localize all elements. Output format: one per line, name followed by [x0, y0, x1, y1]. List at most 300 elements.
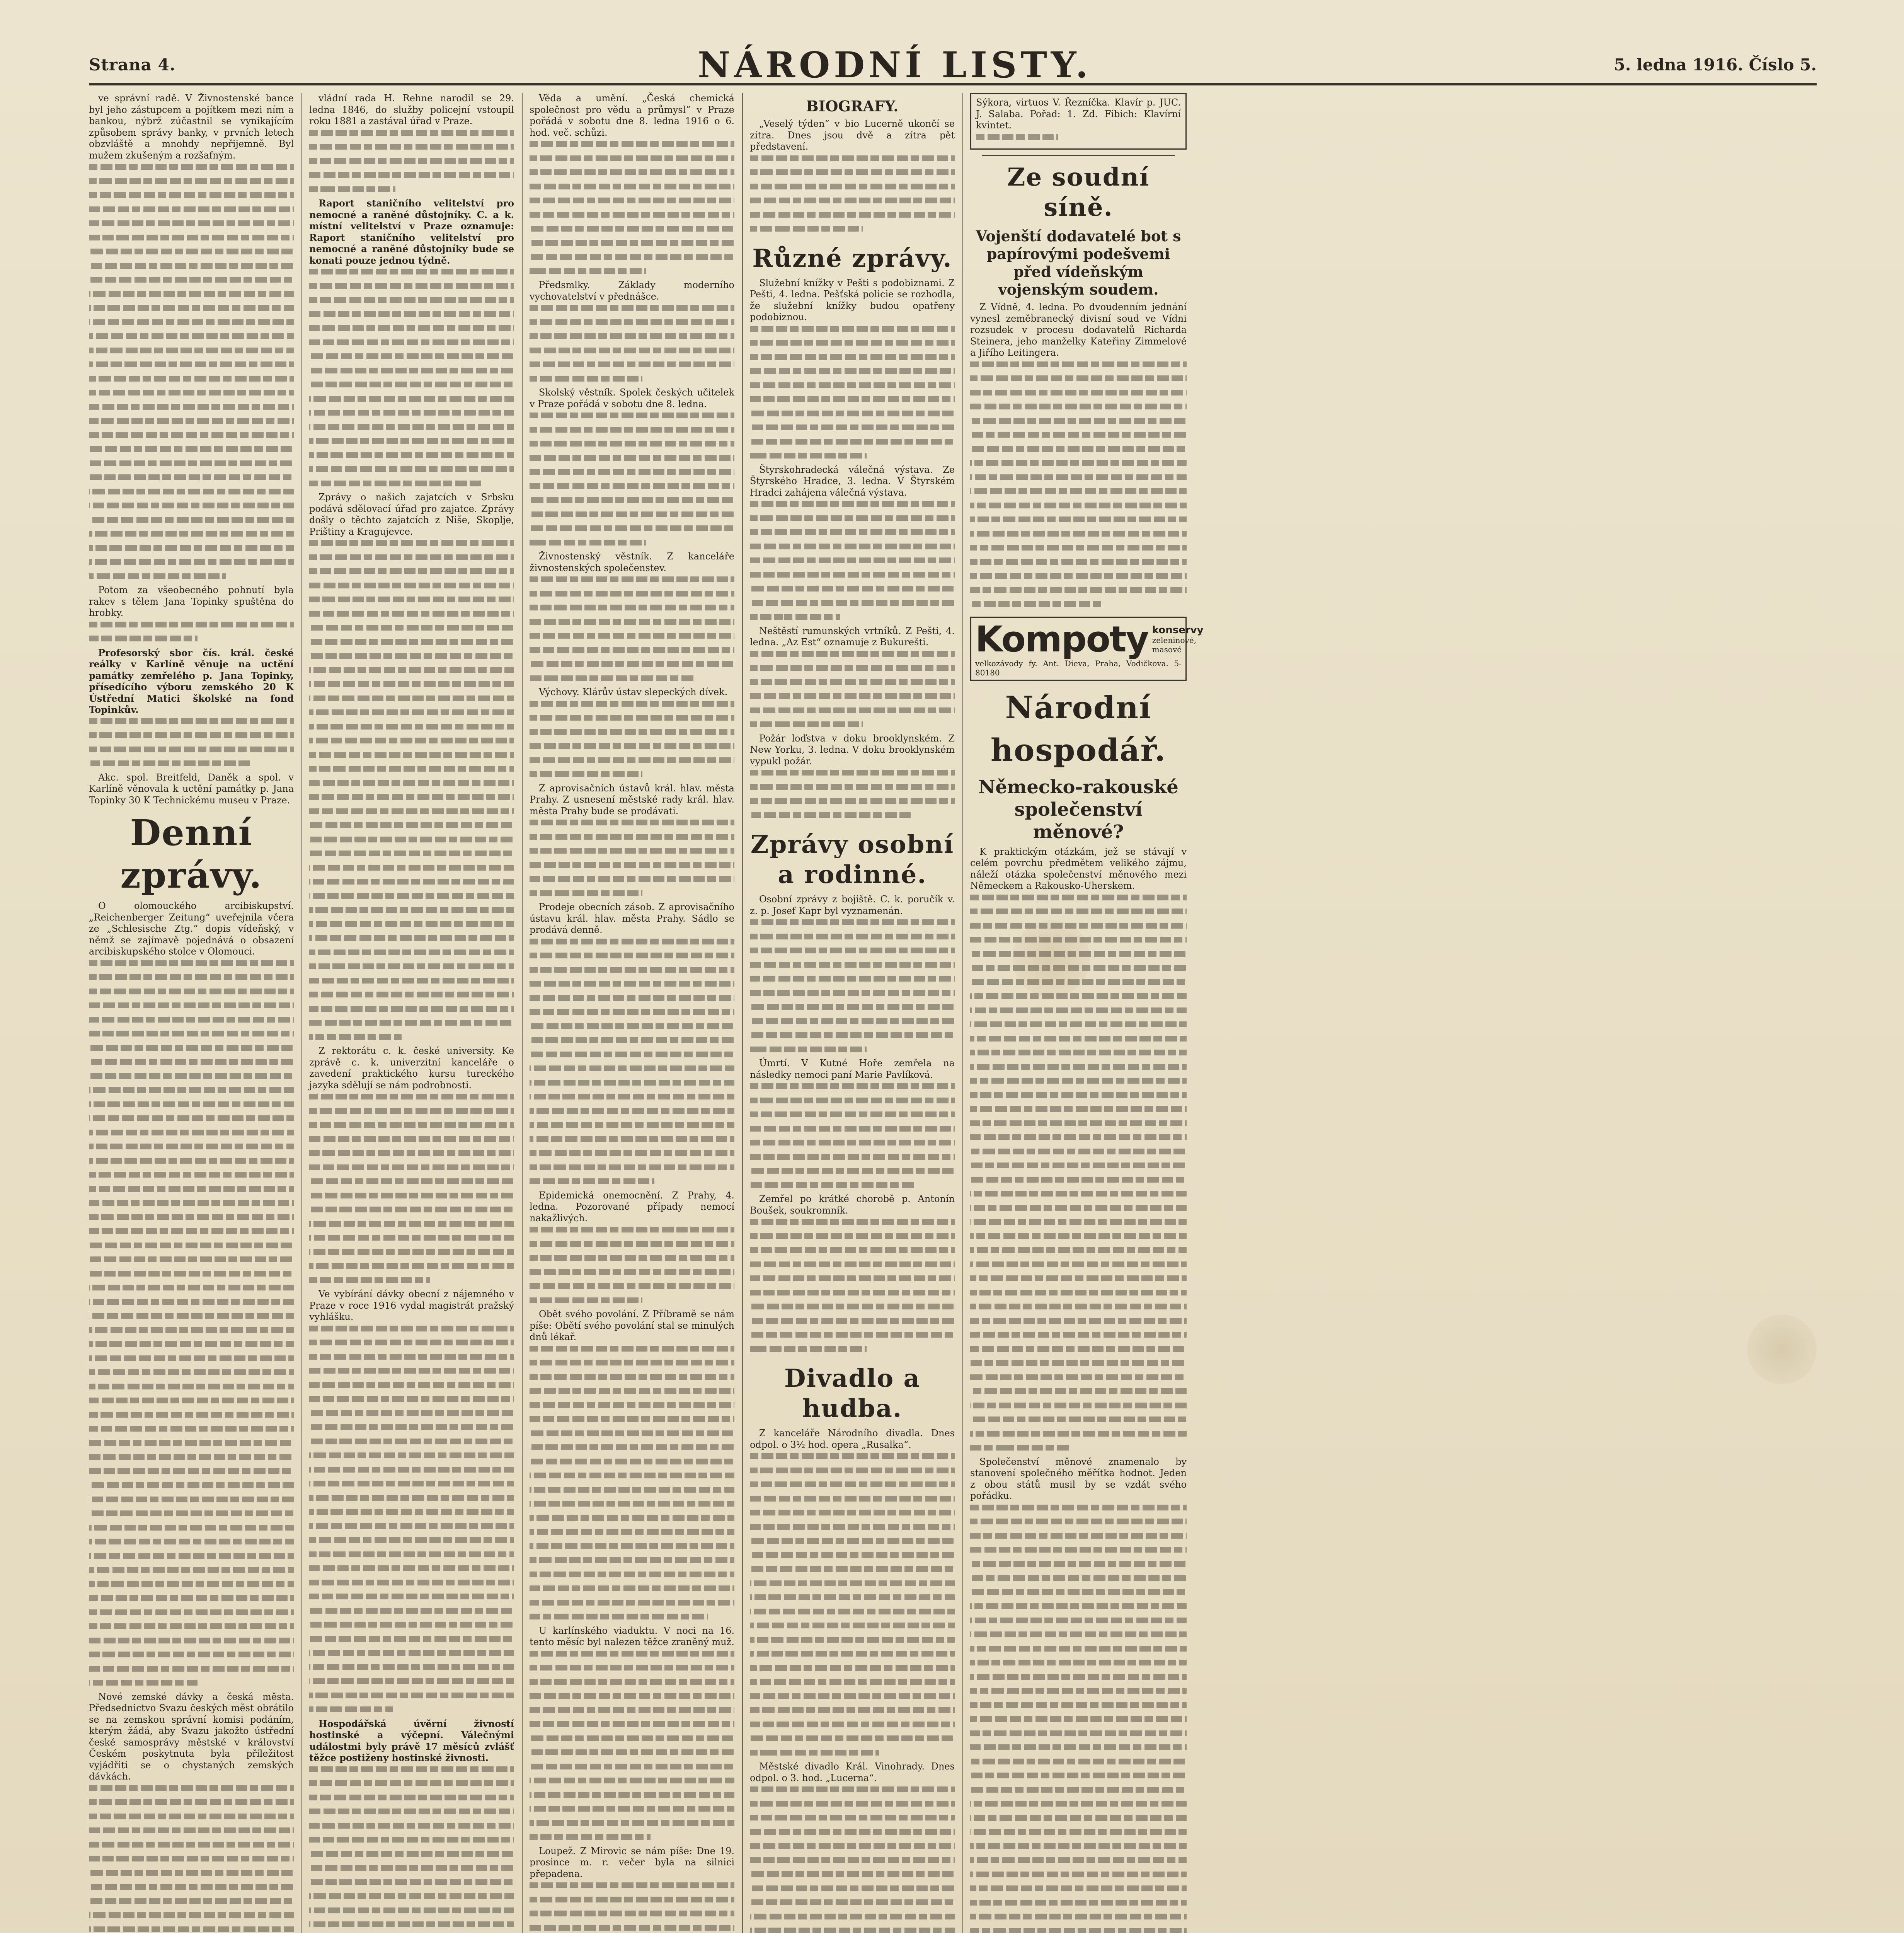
body-text-lines	[309, 269, 514, 492]
text-line	[970, 1247, 1187, 1253]
column-rule	[742, 93, 743, 1933]
text-line	[750, 501, 955, 507]
text-line	[750, 1468, 955, 1473]
text-line	[750, 226, 863, 232]
text-line	[530, 1402, 734, 1408]
text-line	[309, 667, 514, 673]
text-line	[309, 1108, 514, 1114]
text-line	[530, 661, 734, 667]
text-line	[750, 586, 955, 591]
body-text-lines	[970, 895, 1187, 1456]
text-line	[970, 1857, 1187, 1863]
text-line	[309, 424, 514, 430]
text-line	[89, 1539, 294, 1544]
text-line	[750, 1609, 955, 1614]
text-line	[89, 747, 294, 752]
text-line	[89, 1299, 294, 1305]
text-line	[750, 340, 955, 346]
text-line	[89, 1285, 294, 1290]
text-line	[530, 483, 734, 489]
column-4	[750, 93, 955, 1933]
text-line	[530, 1227, 734, 1232]
text-line	[970, 531, 1187, 537]
text-line	[530, 441, 734, 447]
paragraph: Skolský věstník. Spolek českých učitelek v Praze pořádá v sobotu dne 8. ledna.	[530, 387, 734, 409]
text-line	[750, 1928, 955, 1933]
text-line	[309, 1693, 514, 1698]
paragraph: Úmrtí. V Kutné Hoře zemřela na následky nemoci paní Marie Pavlíková.	[750, 1058, 955, 1080]
text-line	[309, 949, 514, 955]
text-line	[970, 516, 1187, 522]
text-line	[750, 424, 955, 430]
text-line	[309, 1452, 514, 1458]
text-line	[530, 1897, 734, 1902]
text-line	[530, 1820, 734, 1826]
text-line	[89, 1031, 294, 1036]
body-text-lines	[750, 770, 955, 823]
text-line	[309, 1795, 514, 1800]
text-line	[530, 184, 734, 189]
text-line	[89, 503, 294, 508]
section-heading: Zprávy osobní a rodinné.	[750, 830, 954, 889]
text-line	[89, 305, 294, 311]
text-line	[530, 1572, 734, 1577]
text-line	[309, 963, 514, 969]
text-line	[89, 192, 294, 198]
text-line	[89, 1525, 294, 1531]
text-line	[309, 1608, 514, 1614]
text-line	[970, 1064, 1187, 1070]
text-line	[750, 1182, 916, 1188]
text-line	[530, 1136, 734, 1142]
text-line	[89, 1087, 294, 1093]
paragraph: „Veselý týden“ v bio Lucerně ukončí se zítra. Dnes jsou dvě a zítra pět představení.	[750, 118, 955, 152]
text-line	[89, 1172, 294, 1178]
body-text-lines	[750, 155, 955, 237]
section-heading: Ze soudní síně.	[1007, 163, 1150, 222]
text-line	[970, 1928, 1187, 1933]
column-rule	[522, 93, 523, 1933]
text-line	[309, 311, 514, 317]
body-text-lines	[750, 651, 955, 733]
ad-address: velkozávody fy. Ant. Dieva, Praha, Vodičkova. 5-80180	[975, 658, 1182, 677]
body-text-lines	[530, 1346, 734, 1625]
text-line	[309, 808, 514, 814]
text-line	[89, 1101, 294, 1107]
text-line	[970, 1872, 1187, 1877]
text-line	[89, 319, 294, 325]
text-line	[89, 1510, 294, 1516]
text-line	[530, 413, 734, 418]
body-text-lines	[530, 1227, 734, 1309]
text-line	[309, 353, 514, 359]
text-line	[530, 1735, 734, 1741]
text-line	[530, 212, 734, 218]
text-line	[530, 1473, 734, 1478]
paragraph: Výchovy. Klárův ústav slepeckých dívek.	[539, 687, 728, 697]
text-line	[530, 1255, 734, 1261]
text-line	[89, 1581, 294, 1587]
text-line	[750, 1524, 955, 1530]
text-line	[89, 1440, 294, 1446]
text-line	[530, 305, 734, 311]
text-line	[970, 488, 1187, 494]
text-line	[309, 1837, 514, 1843]
text-line	[89, 178, 294, 184]
text-line	[89, 1785, 294, 1791]
text-line	[89, 1827, 294, 1833]
text-line	[309, 452, 514, 458]
text-line	[970, 1787, 1187, 1793]
text-line	[750, 368, 955, 374]
paragraph: Zprávy o našich zajatcích v Srbsku podává sdělovací úřad pro zajatce. Zprávy došly o těchto zajatcích z Niše, Skoplje, Prištiny a Kragujevce.	[309, 492, 514, 537]
text-line	[309, 410, 514, 416]
paragraph: Z Vídně, 4. ledna. Po dvoudenním jednání vynesl zeměbranecký divisní soud ve Vídni rozsudek v procesu dodavatelů Richarda Steinera, jeho manželky Kateřiny Zimmelové a Jiřího Leitingera.	[970, 302, 1187, 358]
text-line	[89, 164, 294, 170]
text-line	[309, 865, 514, 871]
text-line	[530, 1882, 734, 1888]
paragraph: Ve vybírání dávky obecní z nájemného v Praze v roce 1916 vydal magistrát pražský vyhlášku.	[309, 1289, 514, 1322]
text-line	[89, 432, 294, 438]
paragraph: Osobní zprávy z bojiště. C. k. poručík v. z. p. Josef Kapr byl vyznamenán.	[750, 894, 955, 916]
text-line	[750, 1496, 955, 1502]
text-line	[970, 1036, 1187, 1042]
text-line	[750, 1580, 955, 1586]
text-line	[309, 1495, 514, 1501]
text-line	[750, 1665, 955, 1671]
paragraph: Požár loďstva v doku brooklynském. Z New Yorku, 3. ledna. V doku brooklynském vypukl požár.	[750, 733, 955, 767]
text-line	[89, 1327, 294, 1333]
section-heading: BIOGRAFY.	[806, 97, 899, 115]
text-line	[309, 794, 514, 800]
text-line	[750, 354, 955, 360]
text-line	[89, 559, 294, 565]
text-line	[970, 1078, 1187, 1084]
text-line	[970, 361, 1187, 367]
text-line	[309, 1650, 514, 1656]
text-line	[530, 619, 734, 625]
text-line	[530, 1806, 734, 1812]
text-line	[970, 1388, 1187, 1394]
text-line	[309, 611, 514, 617]
text-line	[89, 718, 294, 724]
text-line	[750, 1693, 955, 1699]
text-line	[750, 1651, 955, 1657]
text-line	[750, 453, 867, 459]
body-text-lines	[750, 501, 955, 626]
section-heading: Různé zprávy.	[752, 244, 952, 273]
text-line	[750, 614, 840, 620]
text-line	[89, 1680, 198, 1686]
text-line	[530, 771, 642, 777]
text-line	[970, 1233, 1187, 1239]
text-line	[530, 540, 646, 545]
text-line	[309, 1780, 514, 1786]
text-line	[89, 474, 294, 480]
text-line	[309, 1467, 514, 1473]
text-line	[309, 851, 514, 856]
paragraph: Živnostenský věstník. Z kanceláře živnostenských společenstev.	[530, 551, 734, 573]
masthead-title: NÁRODNÍ LISTY.	[698, 44, 1092, 86]
text-line	[309, 1020, 514, 1026]
text-line	[530, 469, 734, 475]
text-line	[530, 820, 734, 825]
text-line	[970, 1219, 1187, 1225]
text-line	[750, 1750, 879, 1756]
text-line	[970, 937, 1187, 943]
text-line	[309, 554, 514, 560]
text-line	[530, 1585, 734, 1591]
text-line	[530, 1283, 734, 1289]
text-line	[89, 989, 294, 994]
text-line	[750, 1538, 955, 1544]
text-line	[970, 1050, 1187, 1055]
text-line	[89, 573, 226, 579]
text-line	[750, 439, 955, 445]
text-line	[970, 1191, 1187, 1197]
text-line	[89, 1468, 294, 1474]
text-line	[970, 1603, 1187, 1609]
text-line	[309, 1664, 514, 1670]
text-line	[750, 1510, 955, 1515]
text-line	[89, 376, 294, 382]
text-line	[750, 1707, 955, 1713]
text-line	[89, 1200, 294, 1206]
text-line	[89, 1482, 294, 1488]
text-line	[970, 1773, 1187, 1778]
text-line	[750, 1346, 867, 1352]
text-line	[89, 1214, 294, 1220]
text-line	[309, 568, 514, 574]
text-line	[750, 411, 955, 416]
text-line	[750, 1261, 955, 1267]
text-line	[530, 141, 734, 147]
text-line	[750, 665, 955, 671]
text-line	[530, 198, 734, 203]
text-line	[750, 721, 863, 727]
text-line	[750, 1679, 955, 1685]
text-line	[530, 511, 734, 517]
text-line	[530, 1023, 734, 1029]
column-5	[970, 93, 1204, 1933]
text-line	[750, 798, 955, 804]
page-number: Strana 4.	[89, 55, 176, 74]
text-line	[970, 1660, 1187, 1665]
text-line	[309, 1006, 514, 1012]
text-line	[530, 155, 734, 161]
text-line	[309, 1439, 514, 1444]
text-line	[309, 325, 514, 331]
text-line	[970, 1561, 1187, 1567]
text-line	[970, 1261, 1187, 1267]
text-line	[970, 965, 1187, 971]
body-text-lines	[750, 919, 955, 1058]
body-text-lines	[750, 1786, 955, 1933]
text-line	[970, 375, 1187, 381]
text-line	[309, 144, 514, 150]
section-heading: Denní zprávy.	[120, 812, 262, 896]
text-line	[970, 587, 1187, 593]
text-line	[750, 976, 955, 982]
text-line	[89, 1130, 294, 1135]
text-line	[530, 1749, 734, 1755]
text-line	[89, 1115, 294, 1121]
body-text-lines	[750, 1219, 955, 1357]
text-line	[750, 1786, 955, 1792]
paragraph: Loupež. Z Mirovic se nám píše: Dne 19. prosince m. r. večer byla na silnici přepadena.	[530, 1845, 734, 1879]
text-line	[970, 1801, 1187, 1807]
body-text-lines	[89, 622, 294, 647]
text-line	[530, 953, 734, 958]
paragraph: K praktickým otázkám, jež se stávají v celém povrchu předmětem velikého zájmu, náleží otázka společenství měnového mezi Německem a Rakousko-Uherskem.	[970, 846, 1187, 891]
text-line	[750, 1004, 955, 1010]
text-line	[309, 1263, 514, 1269]
text-line	[750, 1168, 955, 1174]
text-line	[970, 1519, 1187, 1524]
text-line	[309, 1622, 514, 1628]
text-line	[309, 1865, 514, 1871]
text-line	[970, 1900, 1187, 1906]
text-line	[309, 907, 514, 913]
text-line	[750, 515, 955, 521]
body-text-lines	[309, 540, 514, 1045]
advertisement	[970, 617, 1204, 681]
text-line	[530, 743, 734, 749]
body-text-lines	[89, 164, 294, 585]
text-line	[530, 1501, 734, 1507]
text-line	[750, 1154, 955, 1160]
text-line	[530, 757, 734, 763]
text-line	[750, 1032, 955, 1038]
paragraph: Městské divadlo Král. Vinohrady. Dnes odpol. o 3. hod. „Lucerna“.	[750, 1761, 955, 1783]
text-line	[970, 1007, 1187, 1013]
text-line	[89, 1355, 294, 1361]
text-line	[89, 333, 294, 339]
paragraph: Služební knížky v Pešti s podobiznami. Z Pešti, 4. ledna. Pešťská policie se rozhodla, že služební knížky budou opatřeny podobiznou.	[750, 277, 955, 322]
text-line	[530, 675, 695, 681]
text-line	[970, 1702, 1187, 1708]
text-line	[530, 605, 734, 610]
text-line	[530, 1693, 734, 1699]
paragraph: Sýkora, virtuos V. Řezníčka. Klavír p. JUC. J. Salaba. Pořad: 1. Zd. Fibich: Klavírní kvintet.	[976, 97, 1181, 131]
text-line	[89, 531, 294, 537]
text-line	[530, 1679, 734, 1685]
text-line	[309, 921, 514, 927]
text-line	[530, 1600, 734, 1606]
text-line	[750, 1453, 955, 1459]
text-line	[309, 1221, 514, 1227]
text-line	[89, 1912, 294, 1918]
text-line	[309, 1354, 514, 1360]
paragraph: Z aprovisačních ústavů král. hlav. města Prahy. Z usnesení městské rady král. hlav. města Prahy bude se prodávati.	[530, 782, 734, 816]
paragraph: vládní rada H. Rehne narodil se 29. ledna 1846, do služby policejní vstoupil roku 1881 a zastával úřad v Praze.	[309, 93, 514, 126]
text-line	[970, 1914, 1187, 1919]
text-line	[530, 1707, 734, 1713]
text-line	[89, 1609, 294, 1615]
article-heading: Německo-rakouské společenství měnové?	[978, 776, 1179, 843]
body-text-lines	[530, 305, 734, 387]
body-text-lines	[530, 701, 734, 783]
text-line	[530, 1164, 734, 1170]
text-line	[970, 1547, 1187, 1553]
text-line	[309, 283, 514, 289]
paragraph: Z kanceláře Národního divadla. Dnes odpol. o 3½ hod. opera „Rusalka“.	[750, 1428, 955, 1450]
text-line	[750, 1047, 867, 1052]
text-line	[89, 1884, 294, 1890]
text-line	[530, 591, 734, 597]
text-line	[309, 382, 514, 387]
text-line	[970, 503, 1187, 508]
paragraph: Prodeje obecních zásob. Z aprovisačního ústavu král. hlav. města Prahy. Sádlo se prodává denně.	[530, 902, 734, 935]
text-line	[309, 1340, 514, 1345]
text-line	[750, 707, 955, 713]
text-line	[89, 1623, 294, 1629]
text-line	[750, 948, 955, 953]
text-line	[309, 724, 514, 730]
text-line	[530, 1911, 734, 1916]
text-line	[309, 1921, 514, 1927]
text-line	[970, 1618, 1187, 1623]
text-line	[750, 326, 955, 332]
text-line	[750, 1290, 955, 1295]
text-line	[89, 235, 294, 240]
text-line	[89, 1553, 294, 1559]
text-line	[309, 681, 514, 687]
body-text-lines	[530, 1882, 734, 1933]
text-line	[530, 1360, 734, 1365]
text-line	[970, 951, 1187, 957]
text-line	[976, 134, 1058, 140]
text-line	[530, 1374, 734, 1380]
text-line	[530, 427, 734, 433]
text-line	[89, 1256, 294, 1262]
text-line	[530, 333, 734, 339]
text-line	[309, 1368, 514, 1374]
text-line	[970, 1149, 1187, 1154]
text-line	[970, 446, 1187, 452]
text-line	[750, 1843, 955, 1849]
text-line	[970, 1829, 1187, 1835]
text-line	[750, 1332, 955, 1338]
text-line	[89, 1073, 294, 1079]
text-line	[970, 559, 1187, 565]
body-text-lines	[750, 1453, 955, 1761]
text-line	[530, 1080, 734, 1086]
text-line	[530, 1614, 708, 1619]
text-line	[89, 545, 294, 551]
text-line	[89, 732, 294, 738]
text-line	[530, 1487, 734, 1493]
text-line	[89, 418, 294, 424]
body-text-lines	[530, 1651, 734, 1846]
text-line	[750, 693, 955, 699]
text-line	[750, 1275, 955, 1281]
text-line	[530, 1721, 734, 1727]
text-line	[309, 695, 514, 701]
text-line	[530, 1665, 734, 1670]
text-line	[309, 1565, 514, 1571]
text-line	[750, 784, 955, 790]
text-line	[970, 1417, 1187, 1422]
text-line	[970, 418, 1187, 424]
text-line	[530, 1178, 654, 1184]
text-line	[309, 752, 514, 758]
text-line	[309, 1150, 514, 1156]
text-line	[89, 1271, 294, 1277]
text-line	[309, 481, 484, 486]
text-line	[89, 622, 294, 627]
text-line	[89, 960, 294, 966]
